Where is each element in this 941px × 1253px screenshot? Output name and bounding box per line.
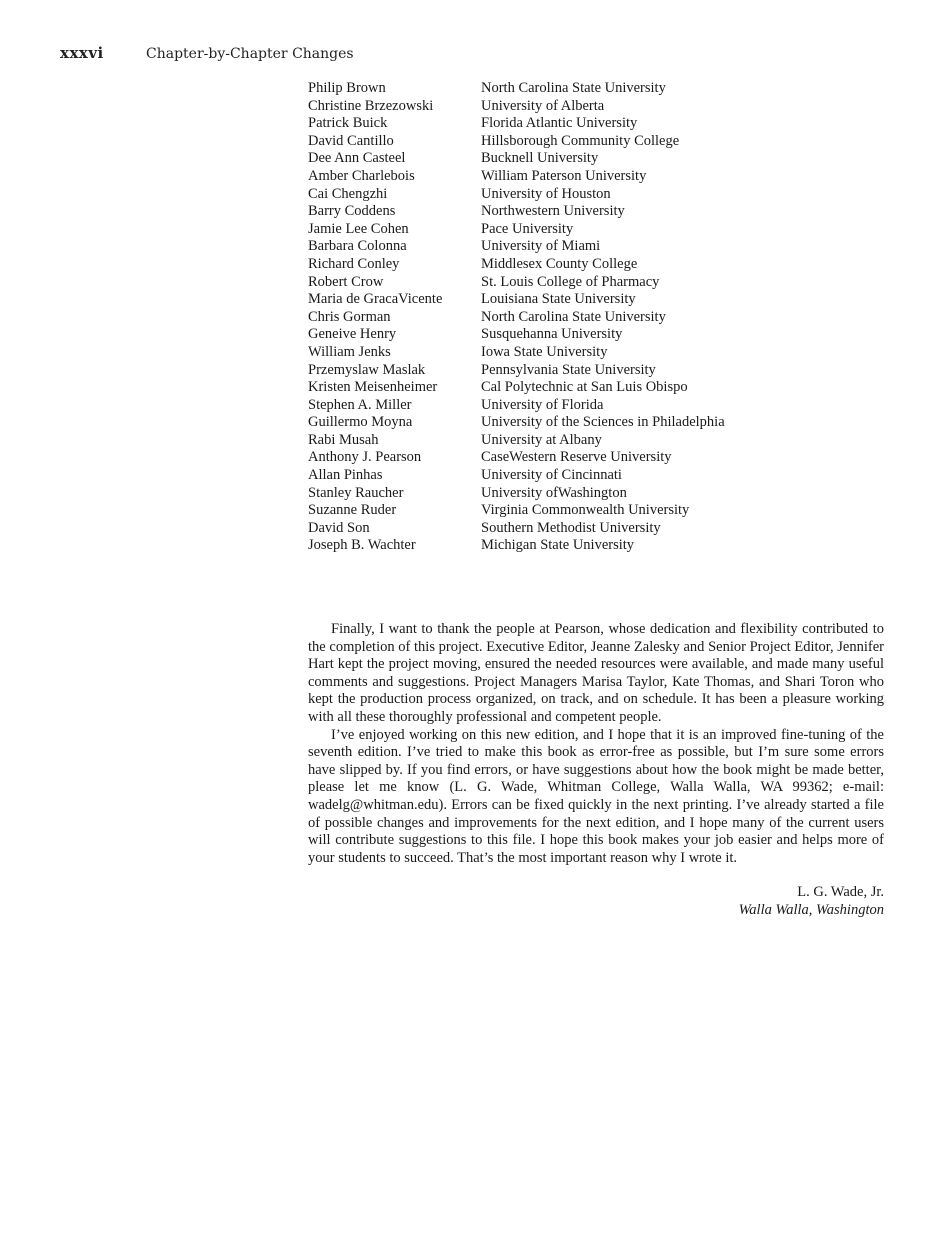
reviewer-name: Stanley Raucher (308, 484, 404, 501)
reviewer-institution: North Carolina State University (481, 80, 666, 96)
reviewer-name: Joseph B. Wachter (308, 537, 416, 554)
reviewer-list (308, 80, 725, 555)
running-head (60, 44, 354, 66)
author-signature-name: L. G. Wade, Jr. (797, 884, 884, 901)
reviewer-name: Philip Brown (308, 80, 386, 96)
reviewer-name: Patrick Buick (308, 115, 388, 132)
reviewer-institution: Bucknell University (481, 150, 599, 167)
signature-block (308, 884, 884, 919)
paragraph-thanks-pearson: Finally, I want to thank the people at Pearson, whose dedication and flexibility contributed to the completion of this project. Executive Editor, Jeanne Zalesky and Senior Project Editor, Jennifer Hart kept the project moving, ensured the needed resources were available, and made many useful comments and suggestions. Project Managers Marisa Taylor, Kate Thomas, and Shari Toron who kept the production process organized, on track, and on schedule. It has been a pleasure working with all these thoroughly professional and competent people. (308, 621, 884, 725)
reviewer-row (308, 291, 725, 309)
reviewer-institution: Iowa State University (481, 343, 608, 360)
reviewer-name: Barbara Colonna (308, 238, 407, 255)
reviewer-row (308, 115, 725, 133)
reviewer-institution: Pace University (481, 220, 574, 237)
reviewer-name: Rabi Musah (308, 431, 379, 448)
reviewer-name: Robert Crow (308, 273, 384, 290)
reviewer-row (308, 203, 725, 221)
reviewer-institution: University of Alberta (481, 97, 605, 114)
reviewer-row (308, 98, 725, 116)
reviewer-name: Anthony J. Pearson (308, 449, 422, 466)
reviewer-row (308, 326, 725, 344)
reviewer-name: Kristen Meisenheimer (308, 379, 438, 396)
chapter-title: Chapter-by-Chapter Changes (146, 46, 354, 62)
reviewer-institution: Virginia Commonwealth University (481, 502, 690, 519)
reviewer-name: Richard Conley (308, 255, 400, 272)
reviewer-name: David Son (308, 519, 370, 536)
reviewer-institution: University of Florida (481, 396, 604, 413)
reviewer-name: Chris Gorman (308, 308, 391, 325)
reviewer-row (308, 467, 725, 485)
reviewer-institution: University of Houston (481, 185, 611, 202)
reviewer-institution: Susquehanna University (481, 326, 623, 343)
reviewer-institution: Hillsborough Community College (481, 132, 680, 149)
reviewer-institution: University ofWashington (481, 484, 627, 501)
reviewer-row (308, 80, 725, 98)
reviewer-institution: North Carolina State University (481, 308, 666, 325)
reviewer-institution: Northwestern University (481, 203, 625, 220)
reviewer-name: Suzanne Ruder (308, 502, 397, 519)
reviewer-row (308, 397, 725, 415)
reviewer-institution: Louisiana State University (481, 291, 636, 308)
reviewer-row (308, 274, 725, 292)
reviewer-institution: University of the Sciences in Philadelphia (481, 414, 725, 431)
reviewer-institution: Florida Atlantic University (481, 115, 638, 132)
reviewer-row (308, 362, 725, 380)
reviewer-name: Przemyslaw Maslak (308, 361, 426, 378)
reviewer-row (308, 309, 725, 327)
reviewer-name: Cai Chengzhi (308, 185, 388, 202)
reviewer-name: Allan Pinhas (308, 467, 383, 484)
reviewer-institution: St. Louis College of Pharmacy (481, 273, 660, 290)
reviewer-name: Christine Brzezowski (308, 97, 434, 114)
reviewer-row (308, 379, 725, 397)
reviewer-institution: University of Cincinnati (481, 467, 622, 484)
reviewer-institution: University of Miami (481, 238, 601, 255)
reviewer-institution: CaseWestern Reserve University (481, 449, 672, 466)
reviewer-name: David Cantillo (308, 132, 394, 149)
page-number: xxxvi (60, 44, 104, 62)
reviewer-name: Amber Charlebois (308, 167, 415, 184)
reviewer-institution: University at Albany (481, 431, 602, 448)
reviewer-institution: Michigan State University (481, 537, 635, 554)
reviewer-row (308, 150, 725, 168)
reviewer-row (308, 485, 725, 503)
reviewer-row (308, 537, 725, 555)
reviewer-row (308, 133, 725, 151)
reviewer-row (308, 238, 725, 256)
reviewer-row (308, 168, 725, 186)
reviewer-name: William Jenks (308, 343, 391, 360)
reviewer-name: Geneive Henry (308, 326, 397, 343)
reviewer-institution: Pennsylvania State University (481, 361, 656, 378)
reviewer-name: Dee Ann Casteel (308, 150, 406, 167)
reviewer-institution: Middlesex County College (481, 255, 638, 272)
reviewer-row (308, 432, 725, 450)
author-location: Walla Walla, Washington (738, 901, 884, 918)
reviewer-row (308, 256, 725, 274)
reviewer-name: Stephen A. Miller (308, 396, 412, 413)
reviewer-institution: Southern Methodist University (481, 519, 661, 536)
acknowledgments-body (308, 621, 884, 920)
reviewer-name: Jamie Lee Cohen (308, 220, 409, 237)
reviewer-row (308, 221, 725, 239)
reviewer-institution: Cal Polytechnic at San Luis Obispo (481, 379, 688, 396)
reviewer-row (308, 502, 725, 520)
reviewer-row (308, 344, 725, 362)
reviewer-name: Guillermo Moyna (308, 414, 413, 431)
reviewer-row (308, 414, 725, 432)
reviewer-name: Barry Coddens (308, 203, 396, 220)
reviewer-row (308, 520, 725, 538)
paragraph-new-edition: I’ve enjoyed working on this new edition, and I hope that it is an improved fine-tuning of the seventh edition. I’ve tried to make this book as error-free as possible, but I’m sure some errors have slipped by. If you find errors, or have suggestions about how the book might be made better, please let me know (L. G. Wade, Whitman College, Walla Walla, WA 99362; e-mail: wadelg@whitman.edu). Errors can be fixed quickly in the next printing. I’ve already started a file of possible changes and improvements for the next edition, and I hope many of the current users will contribute suggestions to this file. I hope this book makes your job easier and helps more of your students to succeed. That’s the most important reason why I wrote it. (308, 726, 884, 866)
reviewer-row (308, 449, 725, 467)
reviewer-row (308, 186, 725, 204)
reviewer-name: Maria de GracaVicente (308, 291, 443, 308)
reviewer-institution: William Paterson University (481, 167, 647, 184)
